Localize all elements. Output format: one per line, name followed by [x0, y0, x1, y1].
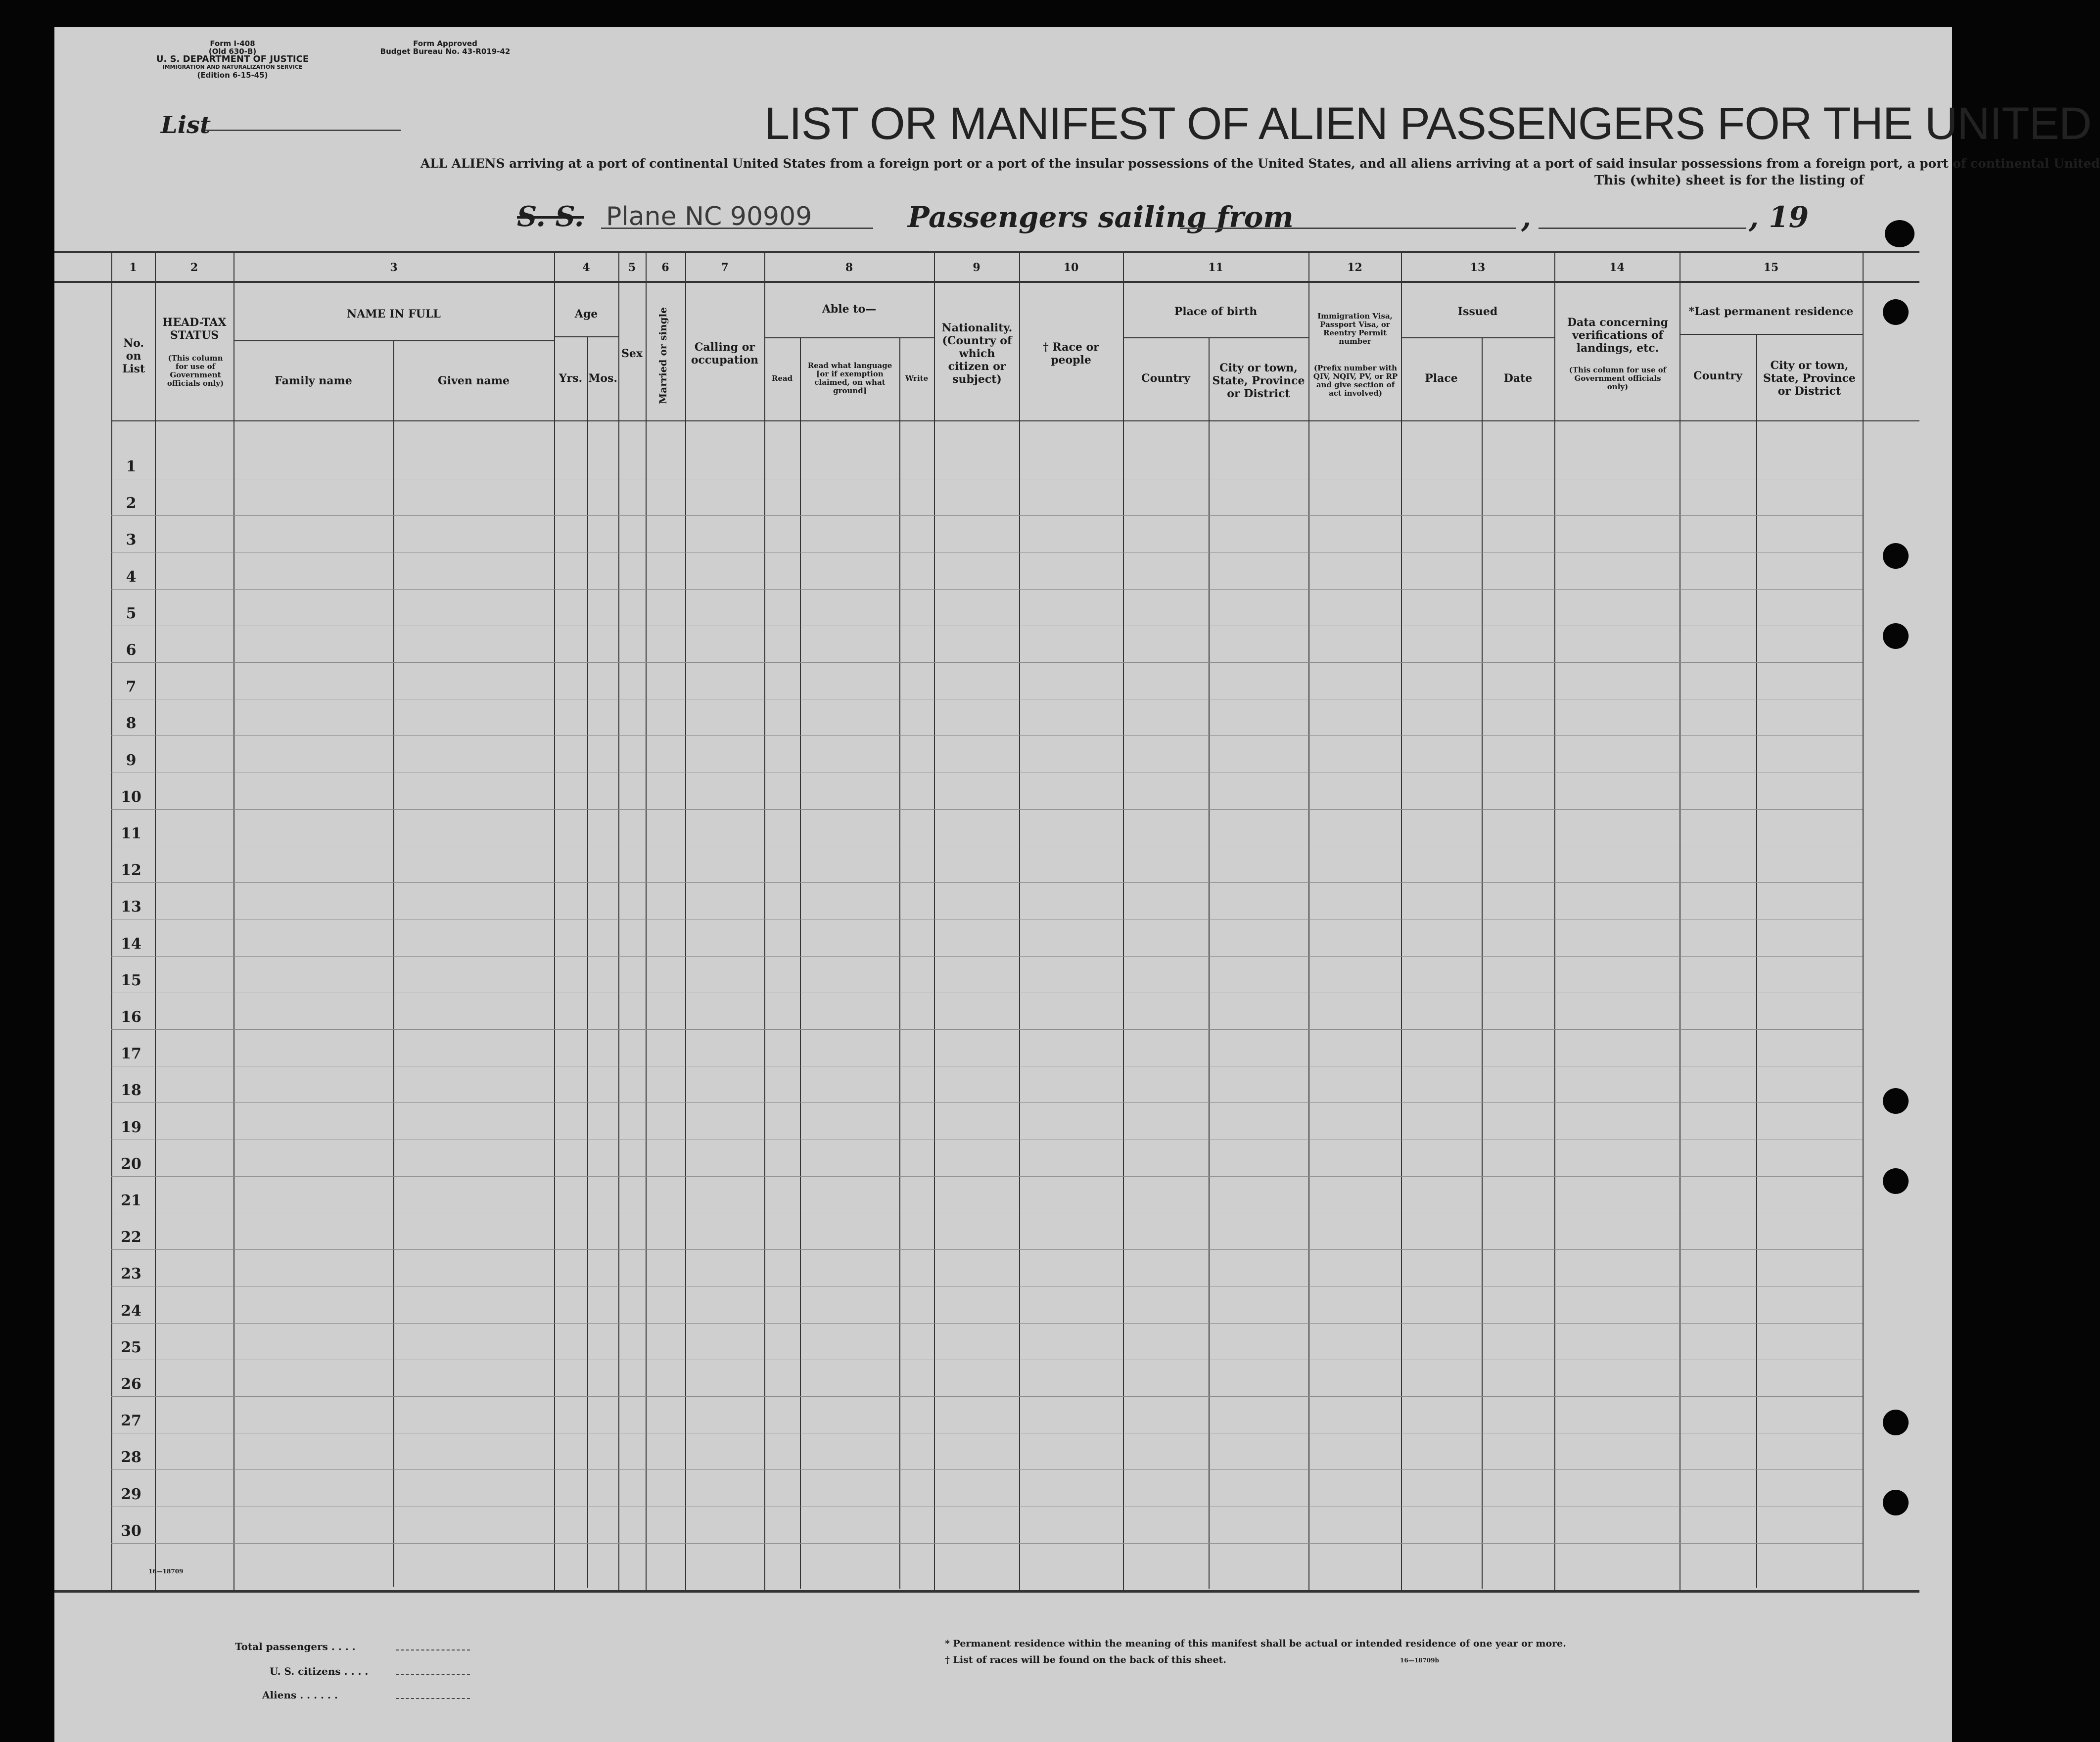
row-number: 26 [121, 1375, 141, 1393]
approval-line: Form Approved [413, 39, 477, 48]
row-line [111, 1543, 1863, 1544]
column-number-15: 15 [1763, 261, 1779, 274]
column-number-6: 6 [661, 261, 669, 274]
total-passengers-label [235, 1641, 356, 1652]
col-line-9 [934, 251, 935, 1592]
column-number-12: 12 [1347, 261, 1362, 274]
col-line-6 [646, 251, 647, 1592]
col-line-4b [587, 336, 588, 1588]
col-line-13b [1482, 337, 1483, 1589]
header-able-to: Able to— [822, 303, 877, 316]
aliens-text: Aliens [262, 1689, 297, 1701]
header-age: Age [574, 308, 598, 321]
us-citizens-text: U. S. citizens [270, 1665, 341, 1677]
row-number: 27 [121, 1412, 141, 1430]
leader-dots: . . . . . . [296, 1689, 338, 1701]
header-data-concerning: Data concerning verifications of landings, etc. [1567, 316, 1669, 355]
header-issued: Issued [1457, 305, 1498, 318]
header-calling: Calling or occupation [691, 341, 759, 367]
row-number: 4 [126, 568, 137, 586]
row-number: 20 [121, 1155, 141, 1173]
column-number-1: 1 [129, 261, 137, 274]
row-line [111, 956, 1863, 957]
punch-hole [1883, 1088, 1909, 1114]
col-line-11 [1123, 251, 1124, 1592]
col-line-5 [618, 251, 619, 1592]
footnote-races: † List of races will be found on the back of this sheet. [945, 1654, 1226, 1665]
row-number: 13 [121, 898, 141, 916]
row-line [111, 662, 1863, 663]
row-number: 5 [126, 604, 137, 622]
row-line [111, 1176, 1863, 1177]
col-line-8c [899, 337, 900, 1589]
column-number-5: 5 [628, 261, 636, 274]
header-no-on-list: No. on List [122, 337, 145, 375]
header-head-tax: HEAD-TAX STATUS [162, 316, 227, 342]
service-name: IMMIGRATION AND NATURALIZATION SERVICE [162, 64, 303, 70]
col-line-15b [1756, 334, 1757, 1588]
able-to-subheader-line [764, 337, 934, 338]
row-number: 15 [121, 971, 141, 989]
column-number-divider [54, 281, 1919, 283]
row-number: 25 [121, 1338, 141, 1356]
column-number-3: 3 [390, 261, 398, 274]
col-line-12 [1308, 251, 1309, 1592]
row-line [111, 1249, 1863, 1250]
row-number: 18 [121, 1082, 141, 1100]
issued-subheader-line [1401, 337, 1554, 338]
header-residence-city: City or town, State, Province or District [1763, 359, 1856, 398]
row-line [111, 1469, 1863, 1470]
punch-hole [1883, 299, 1909, 325]
header-visa: Immigration Visa, Passport Visa, or Reentry Permit number [1317, 312, 1393, 346]
row-line [111, 1323, 1863, 1324]
col-line-14 [1554, 251, 1555, 1592]
list-label: List [161, 111, 211, 139]
row-number: 28 [121, 1449, 141, 1467]
row-number: 9 [126, 751, 137, 769]
table-top-border [54, 251, 1919, 253]
header-residence-country: Country [1693, 369, 1742, 382]
header-bottom-border [111, 420, 1919, 421]
header-yrs: Yrs. [559, 372, 583, 385]
row-number: 1 [126, 458, 137, 475]
manifest-sheet [54, 27, 1952, 1742]
form-edition: (Edition 6-15-45) [197, 71, 268, 80]
col-line-4 [554, 251, 555, 1592]
row-number: 24 [121, 1302, 141, 1320]
row-number: 2 [126, 495, 137, 512]
col-line-1 [111, 251, 112, 1592]
row-line [111, 1102, 1863, 1103]
header-write: Write [905, 373, 929, 383]
punch-hole [1883, 543, 1909, 569]
age-subheader-line [554, 336, 618, 337]
comma-separator: , [1521, 200, 1532, 234]
sailing-from-label: Passengers sailing from [908, 200, 1294, 234]
row-number: 14 [121, 935, 141, 953]
us-citizens-field[interactable] [396, 1674, 470, 1675]
leader-dots: . . . . [340, 1665, 369, 1677]
header-sex: Sex [621, 347, 643, 360]
row-line [111, 735, 1863, 736]
header-name-in-full: NAME IN FULL [347, 308, 441, 321]
old-form-number: (Old 630-B) [208, 47, 257, 56]
column-number-14: 14 [1609, 261, 1625, 274]
column-number-9: 9 [973, 261, 980, 274]
col-line-8 [764, 251, 765, 1592]
budget-approval [366, 40, 524, 55]
header-nationality: Nationality. (Country of which citizen or subject) [941, 321, 1013, 386]
ss-label [517, 200, 584, 233]
header-visa-note: (Prefix number with QIV, NQIV, PV, or RP and give section of act involved) [1313, 364, 1398, 398]
punch-hole [1883, 623, 1909, 649]
print-code: 16—18709 [148, 1568, 184, 1575]
row-number: 17 [121, 1045, 141, 1063]
form-number: Form I-408 [210, 39, 255, 48]
row-number: 21 [121, 1192, 141, 1209]
row-number: 11 [121, 825, 141, 842]
department-name: U. S. DEPARTMENT OF JUSTICE [156, 54, 309, 64]
row-number: 6 [126, 642, 137, 659]
col-line-16 [1863, 251, 1864, 1592]
header-issued-date: Date [1503, 372, 1533, 385]
year-label: , 19 [1749, 200, 1809, 234]
total-passengers-text: Total passengers [235, 1641, 328, 1652]
footnote-residence: * Permanent residence within the meaning of this manifest shall be actual or intended residence of one year or more. [945, 1638, 1566, 1649]
sailing-date-line [1539, 228, 1746, 229]
instructions-line-2: This (white) sheet is for the listing of [1594, 173, 1864, 188]
col-line-8b [800, 337, 801, 1589]
header-family-name: Family name [275, 374, 352, 387]
header-place-of-birth: Place of birth [1174, 305, 1258, 318]
header-birth-country: Country [1141, 372, 1190, 385]
list-number-line [205, 130, 401, 131]
column-number-2: 2 [190, 261, 198, 274]
punch-hole [1883, 1410, 1909, 1435]
row-number: 23 [121, 1265, 141, 1283]
ss-label-text: S. S. [517, 200, 584, 233]
row-line [111, 1396, 1863, 1397]
header-read: Read [771, 373, 793, 383]
header-read-language: Read what language [or if exemption claimed, on what ground] [807, 361, 892, 395]
col-line-3b [393, 340, 394, 1587]
row-number: 19 [121, 1118, 141, 1136]
header-race: † Race or people [1043, 341, 1099, 367]
column-number-13: 13 [1470, 261, 1486, 274]
col-line-3 [233, 251, 234, 1592]
residence-subheader-line [1680, 334, 1863, 335]
row-number: 12 [121, 862, 141, 879]
footnote-code: 16—18709b [1400, 1657, 1439, 1664]
aliens-label [262, 1689, 338, 1701]
column-number-10: 10 [1063, 261, 1079, 274]
col-line-7 [685, 251, 686, 1592]
form-identification [139, 40, 327, 79]
col-line-11b [1209, 337, 1210, 1589]
header-head-tax-note: (This column for use of Government officials only) [167, 354, 224, 388]
aliens-field[interactable] [396, 1698, 470, 1699]
vessel-name-line [601, 228, 873, 229]
punch-hole [1883, 1168, 1909, 1194]
column-number-11: 11 [1208, 261, 1223, 274]
row-number: 3 [126, 531, 137, 549]
table-bottom-border [54, 1590, 1919, 1593]
row-number: 7 [126, 678, 137, 696]
leader-dots: . . . . [327, 1641, 356, 1652]
row-number: 10 [121, 788, 141, 806]
col-line-13 [1401, 251, 1402, 1592]
page-title: LIST OR MANIFEST OF ALIEN PASSENGERS FOR THE UNITED [764, 98, 2092, 149]
header-data-note: (This column for use of Government officials only) [1569, 365, 1667, 391]
header-birth-city: City or town, State, Province or District [1212, 362, 1305, 400]
header-last-residence: *Last permanent residence [1688, 305, 1854, 318]
row-line [111, 882, 1863, 883]
row-number: 8 [126, 715, 137, 733]
header-issued-place: Place [1425, 372, 1458, 385]
row-number: 30 [121, 1522, 141, 1540]
sailing-port-line [1180, 228, 1516, 229]
instructions-line-1: ALL ALIENS arriving at a port of continental United States from a foreign port or a port of the insular possessions of the United States, and all aliens arriving at a port of said insular possessions from a foreign port, a port of continental United [420, 156, 2100, 171]
birth-subheader-line [1123, 337, 1308, 338]
us-citizens-label [270, 1665, 368, 1677]
row-number: 16 [121, 1009, 141, 1026]
punch-hole [1885, 220, 1914, 247]
col-line-2 [155, 251, 156, 1592]
budget-bureau-number: Budget Bureau No. 43-R019-42 [380, 47, 511, 56]
column-number-4: 4 [582, 261, 590, 274]
row-line [111, 589, 1863, 590]
row-line [111, 515, 1863, 516]
row-number: 29 [121, 1485, 141, 1503]
header-given-name: Given name [437, 374, 510, 387]
vessel-name-handwritten: Plane NC 90909 [606, 202, 812, 231]
header-mos: Mos. [588, 372, 618, 385]
col-line-10 [1019, 251, 1020, 1592]
header-married-single: Married or single [657, 307, 669, 404]
column-number-8: 8 [845, 261, 853, 274]
column-number-7: 7 [721, 261, 729, 274]
punch-hole [1883, 1490, 1909, 1515]
row-line [111, 809, 1863, 810]
row-line [111, 1029, 1863, 1030]
row-number: 22 [121, 1229, 141, 1246]
